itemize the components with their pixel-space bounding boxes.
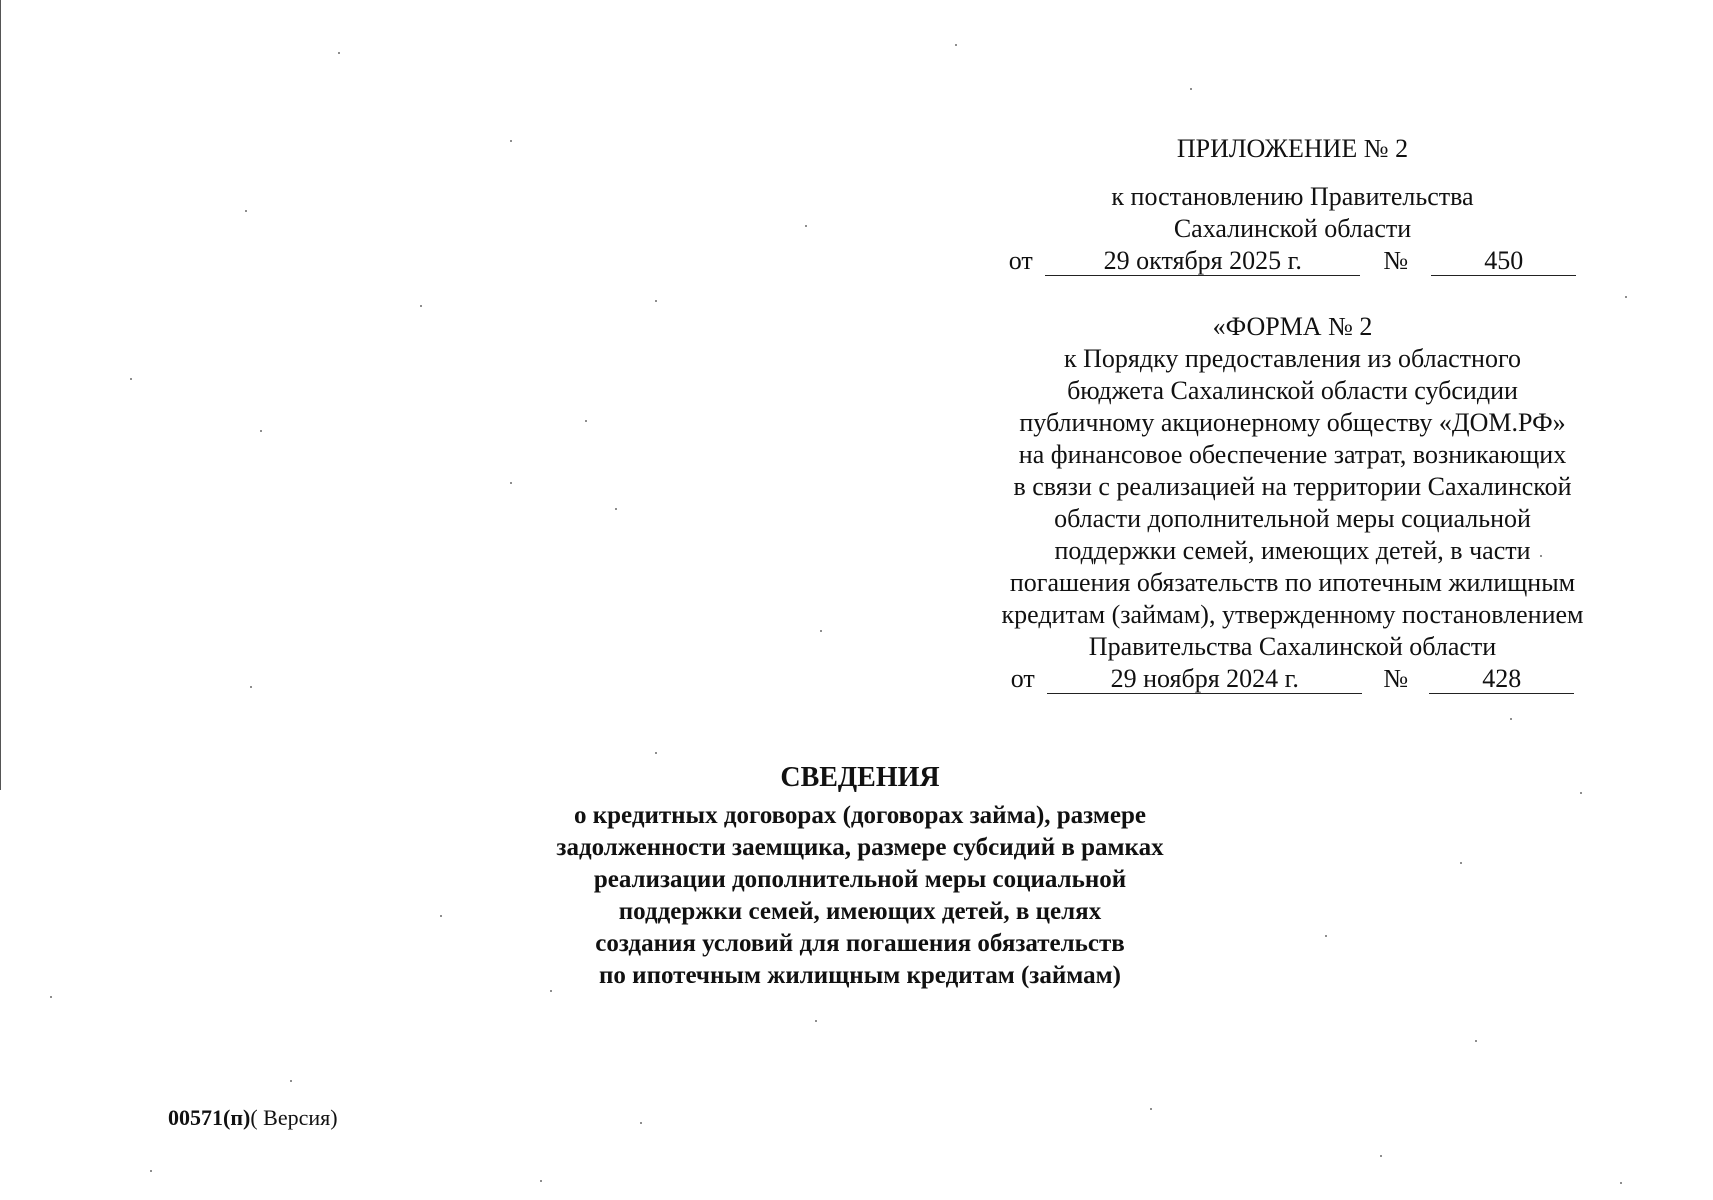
appendix-title: ПРИЛОЖЕНИЕ № 2 (1176, 134, 1409, 163)
appendix-block (940, 133, 1645, 277)
scan-speck (50, 996, 52, 998)
scan-speck (955, 44, 957, 46)
scan-speck (510, 482, 512, 484)
appendix-number: 450 (1431, 247, 1576, 276)
scan-speck (540, 1180, 542, 1182)
appendix-date: 29 октября 2025 г. (1045, 247, 1360, 276)
appendix-from-label: от (1008, 246, 1033, 275)
scan-speck (615, 508, 617, 510)
appendix-line-2: Сахалинской области (1173, 214, 1412, 243)
form-reference-block (940, 311, 1645, 695)
form-number-label: № (1383, 664, 1409, 693)
heading-line: о кредитных договорах (договорах займа), размере (574, 802, 1146, 829)
scan-speck (655, 752, 657, 754)
scan-speck (338, 52, 340, 54)
scan-speck (440, 915, 442, 917)
heading-title: СВЕДЕНИЯ (780, 762, 940, 793)
form-line: на финансовое обеспечение затрат, возникающих (1018, 440, 1567, 469)
form-date: 29 ноября 2024 г. (1047, 665, 1362, 694)
scan-speck (420, 305, 422, 307)
document-code-number: 00571(п) (168, 1105, 251, 1130)
scan-speck (1190, 88, 1192, 90)
document-code (168, 1104, 338, 1132)
scan-speck (820, 630, 822, 632)
scan-speck (585, 420, 587, 422)
document-version: ( Версия) (250, 1105, 338, 1130)
scan-speck (815, 1020, 817, 1022)
page-edge-line (0, 0, 1, 790)
form-line: «ФОРМА № 2 (1212, 312, 1373, 341)
form-line: в связи с реализацией на территории Сахалинской (1013, 472, 1572, 501)
scan-speck (260, 430, 262, 432)
form-date-row (940, 663, 1645, 695)
scan-speck (1580, 792, 1582, 794)
scan-speck (1460, 862, 1462, 864)
appendix-line-1: к постановлению Правительства (1111, 182, 1474, 211)
appendix-date-row (940, 245, 1645, 277)
scan-speck (550, 990, 552, 992)
form-number: 428 (1429, 665, 1574, 694)
form-line: публичному акционерному обществу «ДОМ.РФ» (1019, 408, 1566, 437)
scan-speck (150, 1170, 152, 1172)
form-line: поддержки семей, имеющих детей, в части (1054, 536, 1531, 565)
scan-speck (655, 300, 657, 302)
scan-speck (1540, 555, 1542, 557)
document-heading (480, 760, 1240, 992)
form-line: бюджета Сахалинской области субсидии (1067, 376, 1518, 405)
scan-speck (1380, 1155, 1382, 1157)
scan-speck (1475, 1040, 1477, 1042)
scan-speck (130, 378, 132, 380)
scan-speck (805, 225, 807, 227)
form-line: области дополнительной меры социальной (1054, 504, 1531, 533)
scan-speck (1325, 935, 1327, 937)
form-line: погашения обязательств по ипотечным жилищным (1009, 568, 1576, 597)
scan-speck (250, 686, 252, 688)
heading-line: по ипотечным жилищным кредитам (займам) (599, 962, 1121, 989)
form-line: кредитам (займам), утвержденному постановлением (1001, 600, 1584, 629)
scan-speck (1510, 718, 1512, 720)
appendix-number-label: № (1383, 246, 1409, 275)
heading-line: создания условий для погашения обязательств (595, 930, 1125, 957)
scan-speck (510, 140, 512, 142)
scan-speck (245, 210, 247, 212)
form-line: Правительства Сахалинской области (1088, 632, 1497, 661)
scan-speck (1150, 1108, 1152, 1110)
scan-speck (290, 1080, 292, 1082)
heading-line: поддержки семей, имеющих детей, в целях (618, 898, 1102, 925)
form-line: к Порядку предоставления из областного (1064, 344, 1521, 373)
heading-line: задолженности заемщика, размере субсидий в рамках (556, 834, 1164, 861)
heading-line: реализации дополнительной меры социальной (593, 866, 1127, 893)
form-from-label: от (1010, 664, 1035, 693)
scan-speck (640, 1122, 642, 1124)
scan-speck (1620, 1182, 1622, 1184)
scan-speck (1625, 296, 1627, 298)
